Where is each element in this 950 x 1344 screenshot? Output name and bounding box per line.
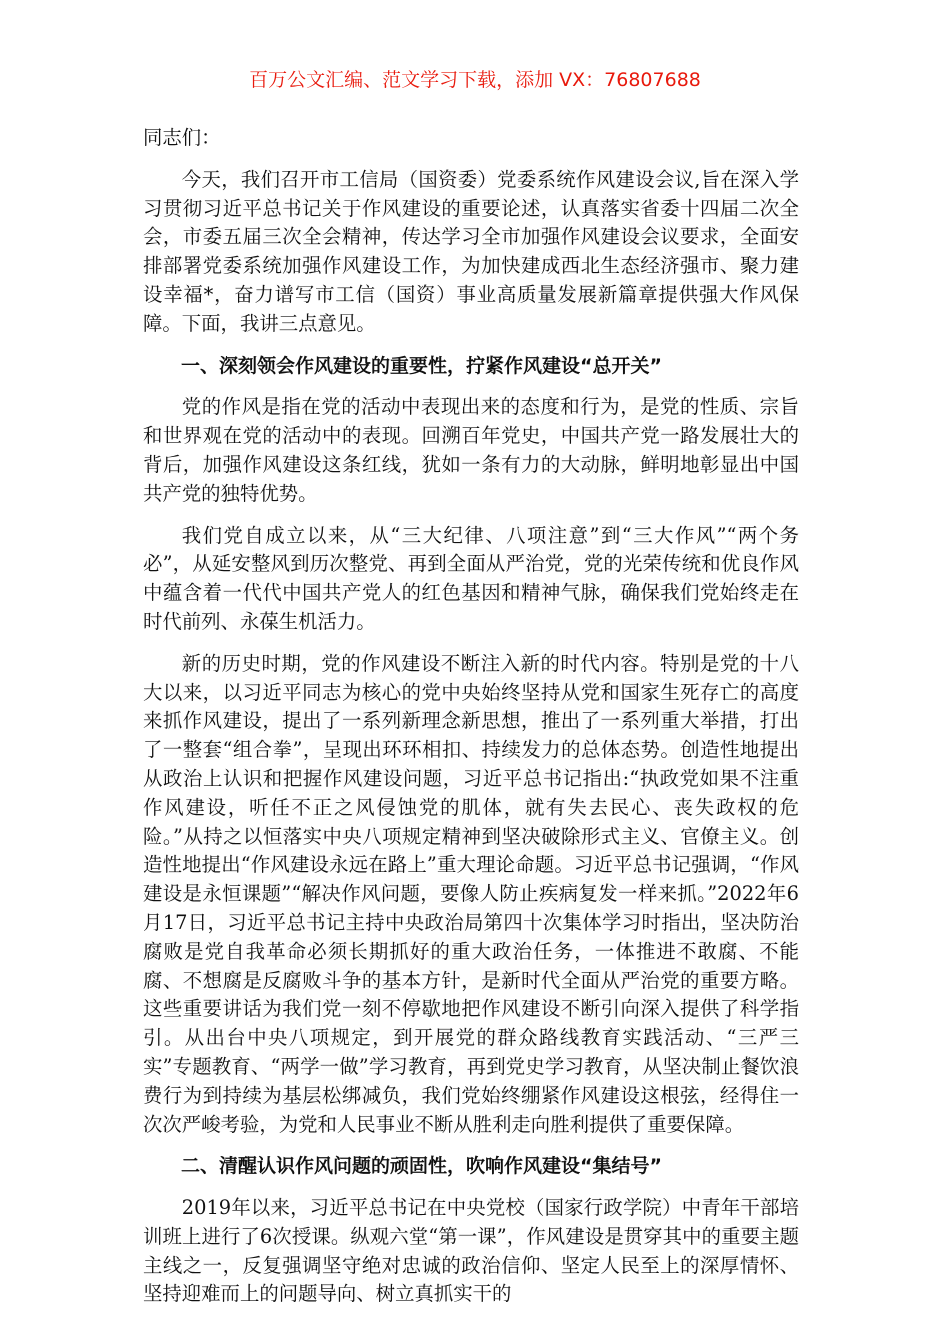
intro-paragraph: 今天，我们召开市工信局（国资委）党委系统作风建设会议,旨在深入学习贯彻习近平总书记关于作风建设的重要论述，认真落实省委十四届二次全会，市委五届三次全会精神，传达学习全市加强作风建设会议要求，全面安排部署党委系统加强作风建设工作，为加快建成西北生态经济强市、聚力建设幸福*，奋力谱写市工信（国资）事业高质量发展新篇章提供强大作风保障。下面，我讲三点意见。 xyxy=(143,167,799,335)
promo-banner: 百万公文汇编、范文学习下载，添加 VX：76807688 xyxy=(249,69,701,91)
section-1-paragraph: 我们党自成立以来，从“三大纪律、八项注意”到“三大作风”“两个务必”，从延安整风到历次整党、再到全面从严治党，党的光荣传统和优良作风中蕴含着一代代中国共产党人的红色基因和精神气脉，确保我们党始终走在时代前列、永葆生机活力。 xyxy=(143,523,799,633)
document-body xyxy=(143,124,799,1309)
salutation: 同志们： xyxy=(143,126,221,149)
section-2-paragraph: 2019年以来，习近平总书记在中央党校（国家行政学院）中青年干部培训班上进行了6次授课。纵观六堂“第一课”，作风建设是贯穿其中的重要主题主线之一，反复强调坚守绝对忠诚的政治信仰、坚定人民至上的深厚情怀、坚持迎难而上的问题导向、树立真抓实干的 xyxy=(143,1196,799,1306)
section-2-heading: 二、清醒认识作风问题的顽固性，吹响作风建设“集结号” xyxy=(181,1155,662,1178)
section-1-paragraph: 新的历史时期，党的作风建设不断注入新的时代内容。特别是党的十八大以来，以习近平同志为核心的党中央始终坚持从党和国家生死存亡的高度来抓作风建设，提出了一系列新理念新思想，推出了一系列重大举措，打出了一整套“组合拳”，呈现出环环相扣、持续发力的总体态势。创造性地提出从政治上认识和把握作风建设问题，习近平总书记指出:“执政党如果不注重作风建设，听任不正之风侵蚀党的肌体，就有失去民心、丧失政权的危险。”从持之以恒落实中央八项规定精神到坚决破除形式主义、官僚主义。创造性地提出“作风建设永远在路上”重大理论命题。习近平总书记强调，“作风建设是永恒课题”“解决作风问题，要像人防止疾病复发一样来抓。”2022年6月17日，习近平总书记主持中央政治局第四十次集体学习时指出，坚决防治腐败是党自我革命必须长期抓好的重大政治任务，一体推进不敢腐、不能腐、不想腐是反腐败斗争的基本方针，是新时代全面从严治党的重要方略。这些重要讲话为我们党一刻不停歇地把作风建设不断引向深入提供了科学指引。从出台中央八项规定，到开展党的群众路线教育实践活动、“三严三实”专题教育、“两学一做”学习教育，再到党史学习教育，从坚决制止餐饮浪费行为到持续为基层松绑减负，我们党始终绷紧作风建设这根弦，经得住一次次严峻考验，为党和人民事业不断从胜利走向胜利提供了重要保障。 xyxy=(143,651,799,1136)
section-1-heading: 一、深刻领会作风建设的重要性，拧紧作风建设“总开关” xyxy=(181,354,662,377)
section-1-paragraph: 党的作风是指在党的活动中表现出来的态度和行为，是党的性质、宗旨和世界观在党的活动中的表现。回溯百年党史，中国共产党一路发展壮大的背后，加强作风建设这条红线，犹如一条有力的大动脉，鲜明地彰显出中国共产党的独特优势。 xyxy=(143,395,799,505)
